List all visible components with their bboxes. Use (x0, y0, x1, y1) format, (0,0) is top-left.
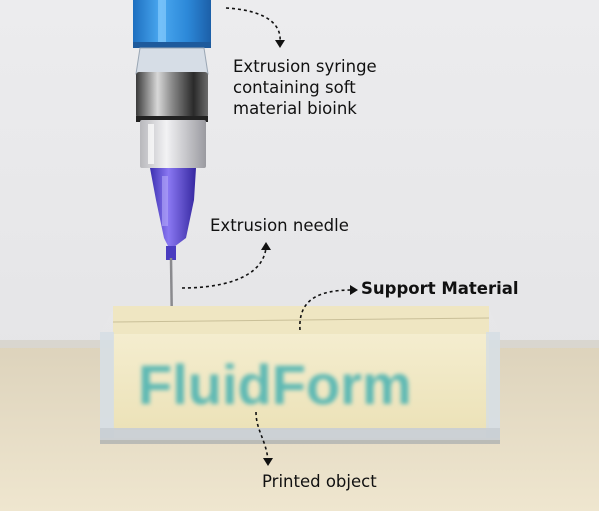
syringe-annotation-line-1: Extrusion syringe (233, 57, 377, 76)
syringe-annotation (233, 56, 413, 119)
container-wall-right (486, 332, 500, 438)
container-shadow (100, 440, 500, 444)
printed-object-text: FluidForm (138, 353, 412, 416)
syringe-barrel (133, 0, 211, 44)
collar-highlight (148, 124, 154, 164)
barrel-highlight (158, 0, 166, 44)
syringe-annotation-line-2: containing soft (233, 78, 356, 97)
hub-highlight (162, 176, 168, 226)
container-base (100, 428, 500, 440)
barrel-base (133, 42, 211, 48)
syringe-tip (136, 48, 208, 74)
support-material-annotation: Support Material (361, 279, 519, 298)
metal-adapter (136, 72, 208, 118)
printed-object-annotation: Printed object (262, 472, 377, 491)
container-wall-left (100, 332, 114, 438)
hub-tip (166, 246, 176, 260)
needle-annotation: Extrusion needle (210, 216, 349, 235)
syringe-annotation-line-3: material bioink (233, 99, 357, 118)
